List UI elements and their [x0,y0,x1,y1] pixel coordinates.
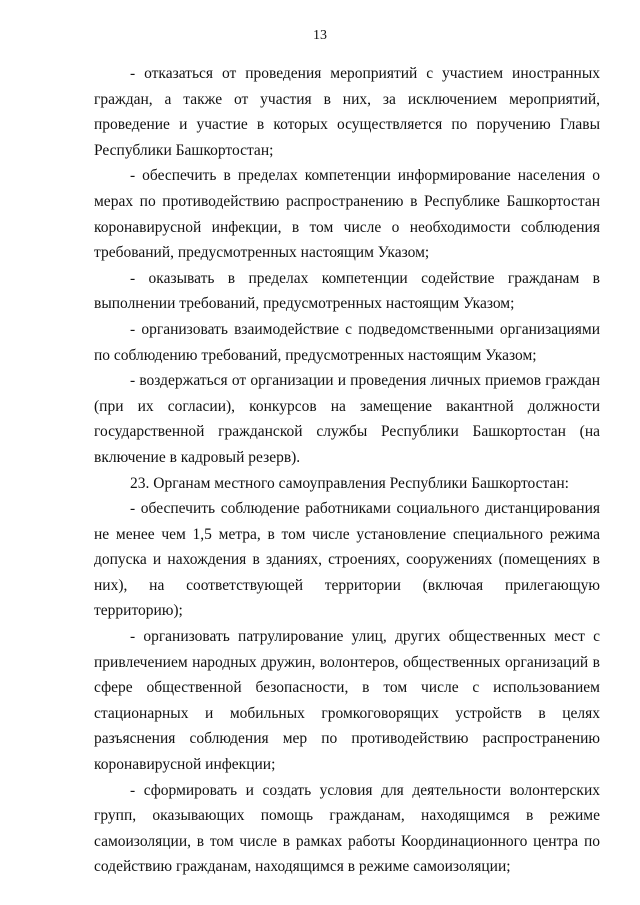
paragraph-assist-citizens: - оказывать в пределах компетенции содействие гражданам в выполнении требований, предусмотренных настоящим Указом; [94,269,600,313]
document-body [94,61,600,880]
paragraph-volunteer-groups: - сформировать и создать условия для деятельности волонтерских групп, оказывающих помощь гражданам, находящимся в режиме самоизоляции, в том числе в рамках работы Координационного центра по содействию гражданам, находящимся в режиме самоизоляции; [94,781,600,876]
paragraph-street-patrol: - организовать патрулирование улиц, других общественных мест с привлечением народных дружин, волонтеров, общественных организаций в сфере общественной безопасности, в том числе с использованием стационарных и мобильных громкоговорящих устройств в целях разъяснения соблюдения мер по противодействию распространению коронавирусной инфекции; [94,628,600,774]
paragraph-inform-population: - обеспечить в пределах компетенции информирование населения о мерах по противодействию распространению в Республике Башкортостан коронавирусной инфекции, в том числе о необходимости соблюдения требований, предусмотренных настоящим Указом; [94,167,600,262]
paragraph-refrain-receptions: - воздержаться от организации и проведения личных приемов граждан (при их согласии), конкурсов на замещение вакантной должности государственной гражданской службы Республики Башкортостан (на включение в кадровый резерв). [94,372,600,466]
page-number: 13 [313,28,327,43]
paragraph-social-distancing: - обеспечить соблюдение работниками социального дистанцирования не менее чем 1,5 метра, в том числе установление специального режима допуска и нахождения в зданиях, строениях, сооружениях (помещениях в них), на соответствующей территории (включая прилегающую территорию); [94,500,600,620]
paragraph-refuse-foreign-events: - отказаться от проведения мероприятий с участием иностранных граждан, а также от участия в них, за исключением мероприятий, проведение и участие в которых осуществляется по поручению Главы Республики Башкортостан; [94,65,600,159]
paragraph-organize-interaction: - организовать взаимодействие с подведомственными организациями по соблюдению требований, предусмотренных настоящим Указом; [94,320,600,364]
section-heading-23: 23. Органам местного самоуправления Республики Башкортостан: [130,474,569,492]
